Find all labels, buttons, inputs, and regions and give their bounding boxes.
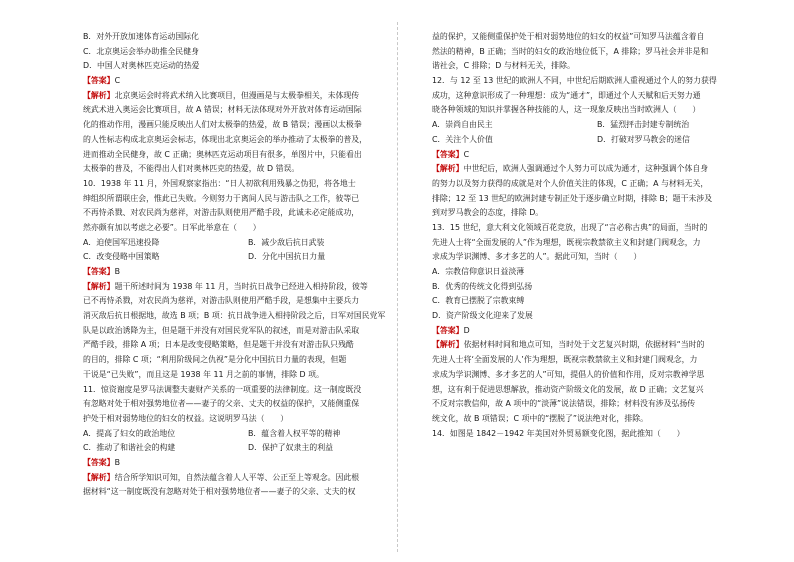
q12-option-b: B．猛烈抨击封建专制统治 (597, 120, 690, 130)
q11-analysis-line: 据材料“这一制度既没有忽略对处于相对强势地位者——妻子的父亲、丈夫的权 (83, 487, 356, 497)
q10-answer (83, 265, 413, 280)
q9-analysis-line: 的人性标志构成北京奥运会标志，体现出北京奥运会的举办推动了太极拳的普及， (83, 134, 368, 144)
q13-answer (432, 324, 762, 339)
q10-analysis-line: 消灭敌后抗日根据地，故选 B 项；B 项：抗日战争进入相持阶段之后，日军对国民党军 (83, 311, 386, 321)
q12-stem-line: 成功，这种意识形成了一种理想：成为“通才”，即通过个人天赋和后天努力通 (432, 90, 701, 100)
answer-tag: 【答案】 (83, 457, 115, 467)
q11-options-row (83, 427, 413, 442)
q9-analysis-line: 进而推动全民健身，故 C 正确；奥林匹克运动项目有很多，单图片中，只能看出 (83, 149, 362, 159)
analysis-tag: 【解析】 (83, 281, 115, 291)
analysis-tag: 【解析】 (432, 164, 464, 174)
q10-option-b: B．减少敌后抗日武装 (248, 237, 325, 247)
q13-analysis-line: 【解析】依据材料时间和地点可知，当时处于文艺复兴时期，依据材料“当时的 (432, 340, 705, 350)
q9-option-d: D．中国人对奥林匹克运动的热爱 (83, 61, 200, 71)
q9-analysis-line: 【解析】北京奥运会时将武术纳入比赛项目，但漫画是与太极拳相关，未体现传 (83, 90, 360, 100)
q12-option-c: C．关注个人价值 (432, 134, 493, 144)
left-column (83, 30, 413, 500)
answer-tag: 【答案】 (83, 76, 115, 86)
q12-analysis-line: 到对罗马教会的态度，排除 D。 (432, 208, 544, 218)
q13-analysis-line: 统文化，故 B 项错误；C 项中的“摆脱了”说法绝对化，排除。 (432, 413, 649, 423)
q13-option-a: A．宗教信仰意识日益淡薄 (432, 267, 525, 276)
q11-option-d: D．保护了奴隶主的利益 (248, 443, 333, 453)
q11-options-row (83, 441, 413, 456)
q12-analysis-line: 排除；12 至 13 世纪的欧洲封建专制正处于逐步确立时期，排除 B；题干未涉及 (432, 193, 713, 203)
q12-answer-value: C (463, 149, 470, 159)
q13-option-b: B．优秀的传统文化得到弘扬 (432, 281, 533, 291)
q10-options-row (83, 236, 413, 251)
q11-answer-value: B (114, 457, 120, 467)
q10-option-d: D．分化中国抗日力量 (248, 252, 326, 262)
q10-analysis-line: 队是以政治诱降为主，但是题干并没有对国民党军队的叙述，而是对游击队采取 (83, 325, 360, 335)
q11-stem-line: 11．惊资谢度是罗马法调整夫妻财产关系的一项重要的法律制度。这一制度既没 (83, 384, 362, 394)
q13-analysis-line: 不反对宗教信仰，故 A 项中的“淡薄”说法错误，排除；材料没有涉及弘扬传 (432, 399, 696, 409)
q12-analysis-line: 的努力以及努力获得的成就是对个人价值关注的体现，C 正确；A 与材料无关， (432, 178, 709, 188)
q11-stem-line: 有忽略对处于相对强势地位者——妻子的父亲、丈夫的权益的保护，又能侧重保 (83, 399, 360, 409)
q11-analysis-cont-line: 谐社会，C 排除；D 与材料无关，排除。 (432, 61, 575, 71)
column-divider (397, 22, 398, 552)
q12-stem-line: 12．与 12 至 13 世纪的欧洲人不同，中世纪后期欧洲人重视通过个人的努力获得 (432, 76, 717, 86)
q12-options-row (432, 118, 762, 133)
q9-option-c: C．北京奥运会举办助推全民健身 (83, 46, 199, 56)
q12-answer (432, 148, 762, 163)
q10-options-row (83, 250, 413, 265)
answer-tag: 【答案】 (432, 325, 464, 335)
q11-option-a: A．提高了妇女的政治地位 (83, 428, 176, 438)
right-column (432, 30, 762, 441)
answer-tag: 【答案】 (83, 267, 115, 276)
q10-stem-line: 绅组织所谓联庄会，惟此已失败。今则努力于离间人民与游击队之工作，彼等已 (83, 193, 360, 203)
q9-option-b: B．对外开放加速体育运动国际化 (83, 32, 199, 41)
q11-analysis-cont-line: 然法的精神，B 正确；当时的妇女的政治地位低下，A 排除；罗马社会并非是和 (432, 46, 709, 56)
q11-analysis-cont-line: 益的保护，又能侧重保护处于相对弱势地位的妇女的权益”可知罗马法蕴含着自 (432, 32, 705, 41)
q10-answer-value: B (114, 267, 120, 276)
analysis-tag: 【解析】 (83, 472, 115, 482)
q13-stem-line: 求成为学识渊博、多才多艺的人”。据此可知，当时（ ） (432, 252, 642, 262)
analysis-tag: 【解析】 (432, 340, 464, 350)
q13-analysis-line: 求成为学识渊博、多才多艺的人”可知，提倡人的价值和作用，反对宗教神学思 (432, 369, 705, 379)
q12-option-a: A．崇尚自由民主 (432, 120, 493, 130)
q12-analysis-line: 【解析】中世纪后，欧洲人强调通过个人努力可以成为通才，这种强调个体自身 (432, 164, 709, 174)
analysis-tag: 【解析】 (83, 90, 115, 100)
q10-analysis-line: 【解析】题干所述时间为 1938 年 11 月，当时抗日战争已经进入相持阶段，彼等 (83, 281, 368, 291)
q13-option-d: D．资产阶级文化迎来了发展 (432, 311, 533, 321)
q9-answer (83, 74, 413, 89)
q10-stem-line: 不再恃杀戮、对农民尚为慈祥，对游击队则使用严酷手段，此诚未必定能成功， (83, 208, 360, 218)
q11-option-b: B．蕴含着人权平等的精神 (248, 428, 341, 438)
q14-stem-line: 14．如图是 1842－1942 年美国对外贸易额变化图，据此推知（ ） (432, 428, 685, 438)
q11-answer (83, 456, 413, 471)
q13-analysis-line: 想，这有利于促进思想解放，推动资产阶级文化的发展，故 D 正确；文艺复兴 (432, 384, 704, 394)
q9-analysis-line: 太极拳的普及，不能得出人们对奥林匹克的热爱，故 D 错误。 (83, 164, 300, 174)
q13-analysis-line: 先进人士将‘全面发展的人’作为理想，既视宗教禁欲主义和封建门阀观念，力 (432, 355, 698, 365)
q12-stem-line: 晓各种领域的知识并掌握各种技能的人，这一现象反映出当时欧洲人（ ） (432, 105, 701, 115)
q10-stem-line: 10．1938 年 11 月，外国观察家指出：“日人初欲利用残暴之伪犯，将各地士 (83, 178, 356, 188)
q13-answer-value: D (463, 325, 470, 335)
answer-tag: 【答案】 (432, 149, 464, 159)
q10-option-c: C．改变侵略中国策略 (83, 252, 160, 262)
q9-analysis-line: 统武术进入奥运会比赛项目，故 A 错误；材料无法体现对外开放对体育运动国际 (83, 105, 362, 115)
q13-stem-line: 13．15 世纪，意大利文化领域百花竞放，出现了“言必称古典”的局面，当时的 (432, 222, 708, 232)
q10-analysis-line: 严酷手段，排除 A 项；日本是改变侵略策略，但是题干并没有对游击队只残酷 (83, 340, 354, 350)
q10-analysis-line: 的目的，排除 C 项；“利用阶级间之仇视”是分化中国抗日力量的表现，但题 (83, 355, 347, 365)
q13-option-c: C．教育已摆脱了宗教束缚 (432, 296, 525, 306)
q10-analysis-line: 干说是“已失败”，而且这是 1938 年 11 月之前的事情，排除 D 项。 (83, 369, 324, 379)
q10-stem-line: 然亦颇有加以考虑之必要”。日军此举意在（ ） (83, 222, 261, 232)
q9-answer-value: C (114, 76, 121, 86)
q10-option-a: A．迫使国军迅速投降 (83, 237, 160, 247)
q11-analysis-line: 【解析】结合所学知识可知，自然法蕴含着人人平等、公正至上等观念。因此根 (83, 472, 360, 482)
q10-analysis-line: 已不再恃杀戮，对农民尚为慈祥，对游击队则使用严酷手段，是想集中主要兵力 (83, 296, 360, 306)
q11-option-c: C．推动了和谐社会的构建 (83, 443, 176, 453)
q11-stem-line: 护处于相对弱势地位的妇女的权益。这说明罗马法（ ） (83, 413, 289, 423)
q12-option-d: D．打破对罗马教会的迷信 (597, 134, 690, 144)
q12-options-row (432, 133, 762, 148)
q13-stem-line: 先进人士将“全面发展的人”作为理想，既视宗教禁欲主义和封建门阀观念，力 (432, 237, 701, 247)
q9-analysis-line: 化的推动作用，漫画只能反映出人们对太极拳的热爱，故 B 错误；漫画以太极拳 (83, 120, 362, 130)
